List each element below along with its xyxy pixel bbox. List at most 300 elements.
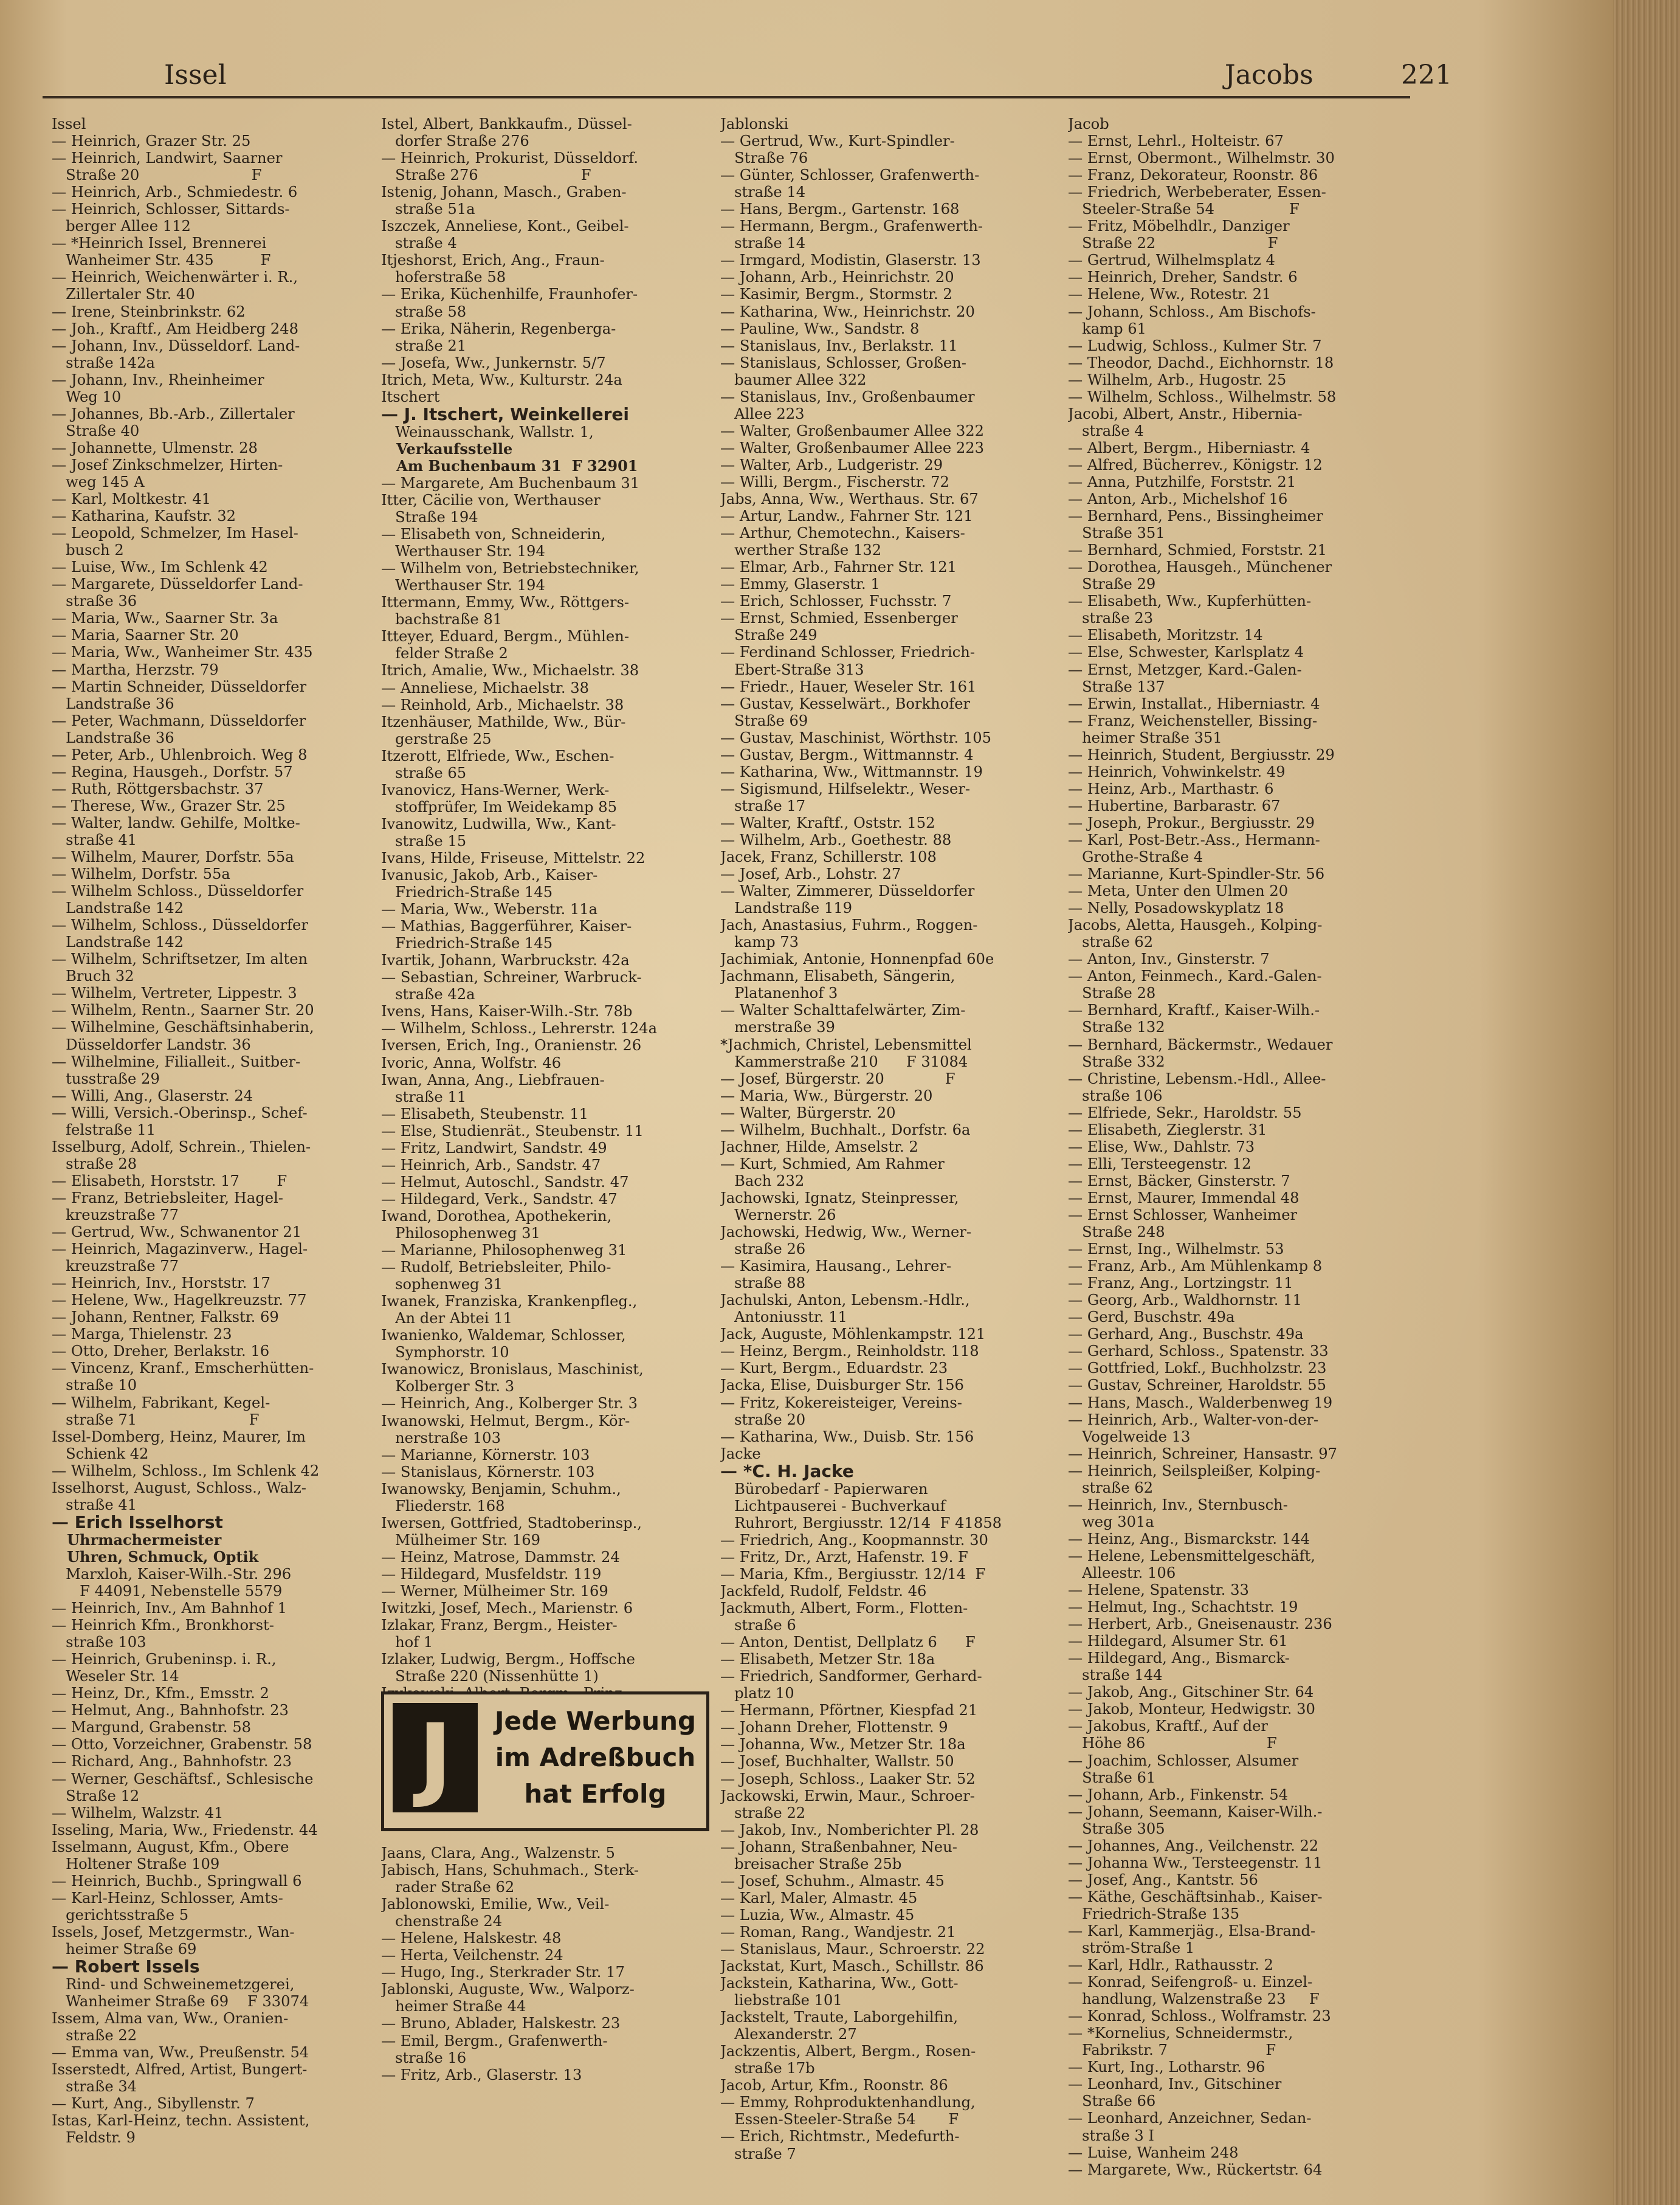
directory-entry-line: — Heinrich, Prokurist, Düsseldorf. <box>381 150 639 167</box>
directory-entry-line: merstraße 39 <box>720 1019 835 1036</box>
directory-entry-line: — Elisabeth, Ww., Kupferhütten- <box>1068 593 1312 610</box>
directory-entry-line: — Helmut, Ang., Bahnhofstr. 23 <box>52 1702 289 1719</box>
directory-entry-line: Ivanusic, Jakob, Arb., Kaiser- <box>381 867 598 884</box>
directory-entry-line: Iwanienko, Waldemar, Schlosser, <box>381 1327 626 1344</box>
directory-entry-line: — Theodor, Dachd., Eichhornstr. 18 <box>1068 354 1334 371</box>
directory-entry-line: — Johann, Inv., Düsseldorf. Land- <box>52 337 300 354</box>
directory-entry-line: Jablonski <box>720 115 789 132</box>
directory-entry-line: Jachmann, Elisabeth, Sängerin, <box>720 968 955 985</box>
directory-entry-line: Jackstein, Katharina, Ww., Gott- <box>720 1975 959 1992</box>
directory-entry-line: nerstraße 103 <box>381 1429 501 1446</box>
directory-entry-line: — Peter, Wachmann, Düsseldorfer <box>52 712 306 729</box>
directory-entry-line: — Stanislaus, Schlosser, Großen- <box>720 354 966 371</box>
directory-entry-line: — Heinrich, Buchb., Springwall 6 <box>52 1872 302 1890</box>
directory-entry-line: Jacka, Elise, Duisburger Str. 156 <box>720 1377 964 1394</box>
directory-entry-line: bachstraße 81 <box>381 611 503 628</box>
directory-entry-line: — Katharina, Ww., Heinrichstr. 20 <box>720 303 975 320</box>
directory-entry-line: — Rudolf, Betriebsleiter, Philo- <box>381 1259 611 1276</box>
directory-entry-line: Ittermann, Emmy, Ww., Röttgers- <box>381 594 630 611</box>
directory-entry-line: — Hans, Bergm., Gartenstr. 168 <box>720 201 960 218</box>
directory-entry-line: — Hildegard, Verk., Sandstr. 47 <box>381 1190 618 1208</box>
directory-entry-line: — Elise, Ww., Dahlstr. 73 <box>1068 1138 1255 1155</box>
directory-entry-line: straße 34 <box>52 2078 137 2096</box>
directory-entry-line: — Anton, Dentist, Dellplatz 6 F <box>720 1634 976 1651</box>
directory-entry-line: Jackmuth, Albert, Form., Flotten- <box>720 1600 968 1617</box>
directory-entry-line: Straße 332 <box>1068 1053 1165 1070</box>
directory-entry-line: — Ernst, Lehrl., Holteistr. 67 <box>1068 132 1284 150</box>
header-right-keyword: Jacobs <box>1225 60 1313 91</box>
directory-entry-line: — Franz, Dekorateur, Roonstr. 86 <box>1068 167 1318 184</box>
directory-entry-line: — Emmy, Rohproduktenhandlung, <box>720 2094 976 2111</box>
directory-entry-line: liebstraße 101 <box>720 1992 842 2009</box>
directory-entry-line: straße 22 <box>720 1804 806 1821</box>
directory-entry-line: Straße 28 <box>1068 985 1156 1002</box>
ad-slogan <box>491 1703 700 1818</box>
directory-entry-line: — Kurt, Ang., Sibyllenstr. 7 <box>52 2095 255 2113</box>
directory-entry-line: — Hugo, Ing., Sterkrader Str. 17 <box>381 1964 625 1981</box>
directory-entry-line: — Wilhelm, Schriftsetzer, Im alten <box>52 951 308 968</box>
directory-entry-line: — Bernhard, Bäckermstr., Wedauer <box>1068 1036 1333 1053</box>
directory-entry-line: — Regina, Hausgeh., Dorfstr. 57 <box>52 763 293 780</box>
book-page-edge <box>1613 0 1680 2205</box>
directory-entry-line: — Luzia, Ww., Almastr. 45 <box>720 1906 915 1924</box>
directory-entry-line: — Walter, landw. Gehilfe, Moltke- <box>52 814 300 831</box>
directory-entry-line: straße 142a <box>52 354 155 371</box>
directory-entry-line: — Karl, Kammerjäg., Elsa-Brand- <box>1068 1922 1316 1939</box>
directory-entry-line: straße 20 <box>720 1411 806 1428</box>
ad-letter-logo: J <box>393 1703 478 1812</box>
directory-entry-line: straße 4 <box>381 235 457 252</box>
directory-entry-line: Vogelweide 13 <box>1068 1428 1191 1445</box>
directory-entry-line: Straße 220 (Nissenhütte 1) <box>381 1668 599 1685</box>
directory-entry-line: — Konrad, Seifengroß- u. Einzel- <box>1068 1973 1313 1991</box>
directory-entry-line: kamp 73 <box>720 934 799 951</box>
directory-entry-line: Istas, Karl-Heinz, techn. Assistent, <box>52 2112 310 2130</box>
directory-entry-line: — Arthur, Chemotechn., Kaisers- <box>720 525 965 542</box>
directory-entry-line: Landstraße 142 <box>52 934 184 951</box>
directory-entry-line: felstraße 11 <box>52 1121 156 1138</box>
directory-entry-line: — Therese, Ww., Grazer Str. 25 <box>52 797 286 814</box>
directory-entry-line: — Leopold, Schmelzer, Im Hasel- <box>52 525 298 542</box>
directory-entry-line: straße 71 F <box>52 1411 260 1428</box>
directory-entry-line: Itteyer, Eduard, Bergm., Mühlen- <box>381 628 629 645</box>
directory-entry-line: — Wilhelm, Walzstr. 41 <box>52 1804 224 1821</box>
directory-entry-line: — Heinz, Dr., Kfm., Emsstr. 2 <box>52 1685 269 1702</box>
directory-entry-line: — Gustav, Kesselwärt., Borkhofer <box>720 695 971 712</box>
directory-entry-line: Essen-Steeler-Straße 54 F <box>720 2111 959 2128</box>
directory-entry-line: felder Straße 2 <box>381 645 508 662</box>
directory-entry-line: — Erwin, Installat., Hiberniastr. 4 <box>1068 695 1320 712</box>
directory-entry-line: Straße 249 <box>720 627 818 644</box>
directory-entry-line: Ruhrort, Bergiusstr. 12/14 F 41858 <box>720 1514 1002 1532</box>
directory-entry-line: Ivanowitz, Ludwilla, Ww., Kant- <box>381 815 616 833</box>
directory-entry-line: Wernerstr. 26 <box>720 1206 836 1223</box>
directory-entry-line: Weg 10 <box>52 388 122 405</box>
directory-entry-line: Izlaker, Ludwig, Bergm., Hoffsche <box>381 1651 635 1668</box>
directory-entry-line: — Gustav, Maschinist, Wörthstr. 105 <box>720 729 992 746</box>
directory-entry-line: F 44091, Nebenstelle 5579 <box>52 1582 283 1600</box>
directory-entry-line: *Jachmich, Christel, Lebensmittel <box>720 1036 972 1053</box>
directory-entry-line: berger Allee 112 <box>52 218 191 235</box>
column-2 <box>381 115 706 1719</box>
directory-entry-line: — Josef, Schuhm., Almastr. 45 <box>720 1872 945 1890</box>
directory-entry-line: — Erika, Näherin, Regenberga- <box>381 320 616 337</box>
directory-entry-line: straße 41 <box>52 831 137 848</box>
directory-entry-line: — Sebastian, Schreiner, Warbruck- <box>381 969 642 986</box>
directory-entry-line: — Anneliese, Michaelstr. 38 <box>381 679 589 697</box>
directory-entry-line: straße 4 <box>1068 422 1144 439</box>
directory-entry-line: straße 6 <box>720 1617 796 1634</box>
directory-entry-line: — Katharina, Ww., Wittmannstr. 19 <box>720 763 983 780</box>
directory-entry-line: — Gerhard, Schloss., Spatenstr. 33 <box>1068 1343 1329 1360</box>
directory-entry-line: — Anton, Inv., Ginsterstr. 7 <box>1068 951 1270 968</box>
directory-entry-line: Jachowski, Ignatz, Steinpresser, <box>720 1189 959 1206</box>
directory-entry-line: — Kasimira, Hausang., Lehrer- <box>720 1257 952 1275</box>
directory-entry-line: Jackzentis, Albert, Bergm., Rosen- <box>720 2043 976 2060</box>
directory-entry-line: — Sigismund, Hilfselektr., Weser- <box>720 780 971 797</box>
directory-entry-line: — Margarete, Am Buchenbaum 31 <box>381 474 640 492</box>
directory-entry-line: Itzerott, Elfriede, Ww., Eschen- <box>381 747 615 765</box>
directory-entry-line: — Margarete, Düsseldorfer Land- <box>52 576 303 593</box>
directory-entry-line: Jach, Anastasius, Fuhrm., Roggen- <box>720 917 978 934</box>
directory-entry-line: Landstraße 119 <box>720 900 853 917</box>
directory-entry-line: Itzenhäuser, Mathilde, Ww., Bür- <box>381 713 626 731</box>
directory-entry-line: Am Buchenbaum 31 F 32901 <box>381 456 638 475</box>
directory-entry-line: — Günter, Schlosser, Grafenwerth- <box>720 167 980 184</box>
directory-entry-line: — Irene, Steinbrinkstr. 62 <box>52 303 246 320</box>
directory-entry-line: — Maria, Ww., Wanheimer Str. 435 <box>52 644 313 661</box>
directory-entry-line: Platanenhof 3 <box>720 985 838 1002</box>
directory-entry-line: Iwand, Dorothea, Apothekerin, <box>381 1207 612 1225</box>
directory-entry-line: handlung, Walzenstraße 23 F <box>1068 1990 1320 2008</box>
directory-entry-line: — Hermann, Pförtner, Kiespfad 21 <box>720 1702 978 1719</box>
directory-entry-line: — Josef, Ang., Kantstr. 56 <box>1068 1871 1258 1888</box>
directory-entry-line: Straße 351 <box>1068 525 1165 542</box>
directory-entry-line: Weinausschank, Wallstr. 1, <box>381 423 594 441</box>
directory-entry-line: straße 58 <box>381 303 467 320</box>
directory-entry-line: Straße 76 <box>720 150 808 167</box>
directory-entry-line: — Jakobus, Kraftf., Auf der <box>1068 1718 1268 1735</box>
directory-entry-line: — Werner, Geschäftsf., Schlesische <box>52 1770 314 1787</box>
directory-entry-line: straße 103 <box>52 1634 146 1651</box>
directory-entry-line: — Helene, Ww., Rotestr. 21 <box>1068 286 1272 303</box>
directory-entry-line: — Else, Schwester, Karlsplatz 4 <box>1068 644 1304 661</box>
directory-entry-line: — Heinz, Matrose, Dammstr. 24 <box>381 1548 620 1566</box>
directory-entry-line: Issels, Josef, Metzgermstr., Wan- <box>52 1923 295 1941</box>
directory-entry-line: — Stanislaus, Inv., Großenbaumer <box>720 388 975 405</box>
directory-entry-line: — Kurt, Ing., Lotharstr. 96 <box>1068 2059 1265 2076</box>
directory-entry-line: — Helene, Lebensmittelgeschäft, <box>1068 1547 1316 1564</box>
directory-entry-line: Jacobs, Aletta, Hausgeh., Kolping- <box>1068 917 1323 934</box>
directory-entry-line: Landstraße 36 <box>52 695 174 712</box>
directory-entry-line: — Marianne, Kurt-Spindler-Str. 56 <box>1068 865 1325 883</box>
directory-entry-line: — Franz, Arb., Am Mühlenkamp 8 <box>1068 1257 1323 1275</box>
directory-entry-line: — Elmar, Arb., Fahrner Str. 121 <box>720 559 957 576</box>
directory-entry-line: Iwanek, Franziska, Krankenpfleg., <box>381 1293 638 1310</box>
directory-entry-line: — Walter, Kraftf., Oststr. 152 <box>720 814 935 831</box>
directory-entry-line: — Josef Zinkschmelzer, Hirten- <box>52 456 283 473</box>
directory-entry-line: — Erika, Küchenhilfe, Fraunhofer- <box>381 286 638 303</box>
directory-entry-line: — Heinrich, Student, Bergiusstr. 29 <box>1068 746 1335 763</box>
directory-entry-line: Symphorstr. 10 <box>381 1344 509 1361</box>
directory-entry-line: Jacobi, Albert, Anstr., Hibernia- <box>1068 405 1303 422</box>
directory-entry-line: Issel <box>52 115 86 132</box>
directory-entry-line: Friedrich-Straße 145 <box>381 935 553 952</box>
directory-entry-line: Jacek, Franz, Schillerstr. 108 <box>720 848 937 866</box>
directory-entry-line: Weseler Str. 14 <box>52 1668 179 1685</box>
directory-entry-line: — Albert, Bergm., Hiberniastr. 4 <box>1068 439 1310 456</box>
directory-entry-line: — Gottfried, Lokf., Buchholzstr. 23 <box>1068 1360 1327 1377</box>
directory-entry-line: Ivanovicz, Hans-Werner, Werk- <box>381 781 610 799</box>
directory-entry-line: Straße 276 F <box>381 167 591 184</box>
directory-entry-line: — Elisabeth, Moritzstr. 14 <box>1068 627 1263 644</box>
directory-entry-line: — Stanislaus, Maur., Schroerstr. 22 <box>720 1940 985 1958</box>
directory-entry-line: — Franz, Ang., Lortzingstr. 11 <box>1068 1274 1293 1292</box>
directory-entry-line: — *C. H. Jacke <box>720 1460 854 1481</box>
directory-entry-line: — Hildegard, Ang., Bismarck- <box>1068 1649 1290 1667</box>
directory-entry-line: — Gustav, Bergm., Wittmannstr. 4 <box>720 746 974 763</box>
directory-entry-line: — Wilhelm Schloss., Düsseldorfer <box>52 882 304 900</box>
directory-entry-line: Wanheimer Str. 435 F <box>52 252 271 269</box>
directory-entry-line: — Josefa, Ww., Junkernstr. 5/7 <box>381 354 606 371</box>
directory-entry-line: Straße 305 <box>1068 1820 1165 1837</box>
directory-entry-line: — Friedrich, Sandformer, Gerhard- <box>720 1668 982 1685</box>
directory-entry-line: — Helene, Spatenstr. 33 <box>1068 1581 1249 1599</box>
directory-entry-line: Straße 194 <box>381 509 478 526</box>
directory-entry-line: straße 28 <box>52 1155 137 1172</box>
directory-entry-line: — Heinrich, Weichenwärter i. R., <box>52 269 298 286</box>
directory-entry-line: straße 22 <box>52 2027 137 2045</box>
directory-entry-line: Iszczek, Anneliese, Kont., Geibel- <box>381 218 629 235</box>
directory-entry-line: — Konrad, Schloss., Wolframstr. 23 <box>1068 2007 1331 2025</box>
directory-entry-line: — Peter, Arb., Uhlenbroich. Weg 8 <box>52 746 308 763</box>
directory-entry-line: — Wilhelm, Schloss., Lehrerstr. 124a <box>381 1020 657 1037</box>
directory-entry-line: — Josef, Arb., Lohstr. 27 <box>720 865 901 883</box>
directory-entry-line: — Elli, Tersteegenstr. 12 <box>1068 1155 1251 1172</box>
directory-entry-line: Landstraße 36 <box>52 729 174 746</box>
directory-entry-line: — Johanna, Ww., Metzer Str. 18a <box>720 1736 966 1753</box>
directory-entry-line: straße 16 <box>381 2049 467 2066</box>
directory-entry-line: — Johann, Rentner, Falkstr. 69 <box>52 1309 279 1326</box>
directory-entry-line: — Luise, Wanheim 248 <box>1068 2144 1239 2161</box>
directory-entry-line: Isselburg, Adolf, Schrein., Thielen- <box>52 1138 311 1155</box>
directory-entry-line: — Käthe, Geschäftsinhab., Kaiser- <box>1068 1888 1323 1905</box>
directory-entry-line: — Heinrich, Grazer Str. 25 <box>52 132 251 150</box>
directory-entry-line: — Johanna Ww., Tersteegenstr. 11 <box>1068 1854 1323 1871</box>
directory-entry-line: Bürobedarf - Papierwaren <box>720 1480 928 1498</box>
directory-entry-line: Straße 61 <box>1068 1769 1156 1786</box>
directory-entry-line: Itschert <box>381 388 440 405</box>
directory-entry-line: Jackstat, Kurt, Masch., Schillstr. 86 <box>720 1958 984 1975</box>
directory-entry-line: Itter, Cäcilie von, Werthauser <box>381 491 601 509</box>
directory-entry-line: — Irmgard, Modistin, Glaserstr. 13 <box>720 252 981 269</box>
directory-entry-line: — Maria, Saarner Str. 20 <box>52 627 239 644</box>
directory-entry-line: Kammerstraße 210 F 31084 <box>720 1053 968 1070</box>
directory-entry-line: — Erich, Richtmstr., Medefurth- <box>720 2128 960 2145</box>
directory-entry-line: — Helene, Halskestr. 48 <box>381 1930 562 1947</box>
directory-entry-line: — Marianne, Körnerstr. 103 <box>381 1446 590 1464</box>
directory-entry-line: Straße 22 F <box>1068 235 1278 252</box>
directory-entry-line: Friedrich-Straße 145 <box>381 884 553 901</box>
directory-entry-line: platz 10 <box>720 1685 794 1702</box>
directory-entry-line: Jachowski, Hedwig, Ww., Werner- <box>720 1223 972 1241</box>
directory-entry-line: straße 15 <box>381 832 467 850</box>
directory-entry-line: — Gertrud, Ww., Kurt-Spindler- <box>720 132 955 150</box>
directory-entry-line: — Friedr., Hauer, Weseler Str. 161 <box>720 678 977 695</box>
directory-entry-line: — Heinrich, Schlosser, Sittards- <box>52 201 290 218</box>
directory-entry-line: Jaans, Clara, Ang., Walzenstr. 5 <box>381 1845 615 1862</box>
directory-entry-line: Jacob, Artur, Kfm., Roonstr. 86 <box>720 2077 948 2094</box>
directory-entry-line: Iwanowicz, Bronislaus, Maschinist, <box>381 1361 644 1378</box>
directory-entry-line: — Wilhelm, Dorfstr. 55a <box>52 865 230 883</box>
directory-entry-line: — Jakob, Ang., Gitschiner Str. 64 <box>1068 1684 1314 1701</box>
directory-entry-line: — Heinrich, Arb., Sandstr. 47 <box>381 1156 601 1174</box>
directory-entry-line: — Heinz, Bergm., Reinholdstr. 118 <box>720 1343 979 1360</box>
directory-entry-line: — Wilhelm, Rentn., Saarner Str. 20 <box>52 1002 314 1019</box>
directory-entry-line: straße 21 <box>381 337 467 354</box>
directory-entry-line: — Ernst, Ing., Wilhelmstr. 53 <box>1068 1240 1284 1258</box>
directory-entry-line: — Heinz, Ang., Bismarckstr. 144 <box>1068 1530 1310 1547</box>
directory-entry-line: — Maria, Ww., Saarner Str. 3a <box>52 610 278 627</box>
directory-entry-line: — Bernhard, Kraftf., Kaiser-Wilh.- <box>1068 1002 1320 1019</box>
directory-entry-line: — Otto, Vorzeichner, Grabenstr. 58 <box>52 1736 312 1753</box>
directory-entry-line: Iwersen, Gottfried, Stadtoberinsp., <box>381 1514 642 1532</box>
directory-entry-line: — Georg, Arb., Waldhornstr. 11 <box>1068 1292 1302 1309</box>
directory-entry-line: — Luise, Ww., Im Schlenk 42 <box>52 559 268 576</box>
directory-entry-line: Straße 29 <box>1068 576 1156 593</box>
directory-entry-line: — Walter, Großenbaumer Allee 223 <box>720 439 985 456</box>
directory-entry-line: Ivans, Hilde, Friseuse, Mittelstr. 22 <box>381 849 645 867</box>
directory-entry-line: — Heinrich, Inv., Sternbusch- <box>1068 1496 1288 1513</box>
directory-entry-line: — Fritz, Möbelhdlr., Danziger <box>1068 218 1290 235</box>
directory-entry-line: — Walter, Großenbaumer Allee 322 <box>720 422 985 439</box>
directory-entry-line: Landstraße 142 <box>52 900 184 917</box>
directory-entry-line: — Elisabeth von, Schneiderin, <box>381 526 606 543</box>
directory-entry-line: werther Straße 132 <box>720 542 882 559</box>
directory-entry-line: Jackstelt, Traute, Laborgehilfin, <box>720 2009 959 2026</box>
directory-entry-line: Mülheimer Str. 169 <box>381 1531 541 1549</box>
directory-entry-line: Jachimiak, Antonie, Honnenpfad 60e <box>720 951 994 968</box>
directory-entry-line: — Johann Dreher, Flottenstr. 9 <box>720 1719 948 1736</box>
directory-entry-line: Isselhorst, August, Schloss., Walz- <box>52 1479 306 1496</box>
directory-entry-line: — Gustav, Schreiner, Haroldstr. 55 <box>1068 1377 1327 1394</box>
directory-entry-line: straße 88 <box>720 1274 806 1292</box>
directory-entry-line: Steeler-Straße 54 F <box>1068 201 1300 218</box>
directory-entry-line: — Johann, Inv., Rheinheimer <box>52 371 264 388</box>
directory-entry-line: — Elisabeth, Horststr. 17 F <box>52 1172 287 1189</box>
directory-entry-line: — Ernst, Bäcker, Ginsterstr. 7 <box>1068 1172 1290 1189</box>
directory-entry-line: — Bernhard, Pens., Bissingheimer <box>1068 507 1323 525</box>
header-left-keyword: Issel <box>164 60 227 91</box>
directory-entry-line: — Mathias, Baggerführer, Kaiser- <box>381 918 632 935</box>
directory-entry-line: — Elisabeth, Metzer Str. 18a <box>720 1651 935 1668</box>
directory-entry-line: Zillertaler Str. 40 <box>52 286 195 303</box>
directory-entry-line: — Willi, Versich.-Oberinsp., Schef- <box>52 1104 308 1121</box>
directory-entry-line: tusstraße 29 <box>52 1070 160 1087</box>
directory-entry-line: Werthauser Str. 194 <box>381 543 545 560</box>
directory-entry-line: — Josef, Buchhalter, Wallstr. 50 <box>720 1753 954 1770</box>
directory-entry-line: — Stanislaus, Inv., Berlakstr. 11 <box>720 337 958 354</box>
directory-entry-line: Fabrikstr. 7 F <box>1068 2042 1276 2059</box>
directory-entry-line: — Karl-Heinz, Schlosser, Amts- <box>52 1889 283 1907</box>
directory-entry-line: — Maria, Kfm., Bergiusstr. 12/14 F <box>720 1565 986 1583</box>
directory-entry-line: kreuzstraße 77 <box>52 1206 179 1223</box>
directory-entry-line: — Johannes, Bb.-Arb., Zillertaler <box>52 405 295 422</box>
directory-entry-line: Jablonski, Auguste, Ww., Walporz- <box>381 1981 635 1998</box>
ad-line-1: Jede Werbung <box>494 1706 697 1736</box>
directory-entry-line: hoferstraße 58 <box>381 269 506 286</box>
directory-entry-line: Uhren, Schmuck, Optik <box>52 1547 259 1566</box>
directory-entry-line: — Kurt, Schmied, Am Rahmer <box>720 1155 945 1172</box>
directory-entry-line: — Wilhelm, Schloss., Düsseldorfer <box>52 917 308 934</box>
directory-entry-line: — Fritz, Kokereisteiger, Vereins- <box>720 1394 962 1411</box>
directory-entry-line: Jackfeld, Rudolf, Feldstr. 46 <box>720 1582 927 1600</box>
directory-entry-line: — Wilhelm, Vertreter, Lippestr. 3 <box>52 985 297 1002</box>
directory-entry-line: — Fritz, Arb., Glaserstr. 13 <box>381 2066 582 2083</box>
directory-entry-line: Jacob <box>1068 115 1109 132</box>
directory-entry-line: — Wilhelm, Buchhalt., Dorfstr. 6a <box>720 1121 971 1138</box>
directory-entry-line: breisacher Straße 25b <box>720 1855 902 1873</box>
directory-entry-line: straße 23 <box>1068 610 1154 627</box>
directory-entry-line: Grothe-Straße 4 <box>1068 848 1203 866</box>
directory-entry-line: An der Abtei 11 <box>381 1310 513 1327</box>
directory-entry-line: Straße 12 <box>52 1787 140 1804</box>
directory-entry-line: — Wilhelm, Arb., Hugostr. 25 <box>1068 371 1287 388</box>
directory-entry-line: Holtener Straße 109 <box>52 1855 220 1873</box>
directory-entry-line: — Wilhelm, Fabrikant, Kegel- <box>52 1394 270 1411</box>
directory-entry-line: Jabisch, Hans, Schuhmach., Sterk- <box>381 1862 639 1879</box>
directory-entry-line: — *Kornelius, Schneidermstr., <box>1068 2024 1293 2042</box>
directory-entry-line: Höhe 86 F <box>1068 1735 1277 1752</box>
directory-entry-line: — Reinhold, Arb., Michaelstr. 38 <box>381 696 624 714</box>
directory-entry-line: — Leonhard, Anzeichner, Sedan- <box>1068 2110 1312 2127</box>
directory-entry-line: Antoniusstr. 11 <box>720 1309 847 1326</box>
directory-entry-line: Straße 20 F <box>52 167 262 184</box>
directory-entry-line: — J. Itschert, Weinkellerei <box>381 404 629 424</box>
directory-entry-line: straße 10 <box>52 1377 137 1394</box>
directory-entry-line: Iwanowski, Helmut, Bergm., Kör- <box>381 1412 630 1429</box>
directory-entry-line: Itrich, Meta, Ww., Kulturstr. 24a <box>381 371 622 388</box>
directory-entry-line: — *Heinrich Issel, Brennerei <box>52 235 267 252</box>
directory-entry-line: baumer Allee 322 <box>720 371 867 388</box>
directory-entry-line: — Johann, Arb., Finkenstr. 54 <box>1068 1786 1289 1803</box>
directory-entry-line: Feldstr. 9 <box>52 2129 136 2147</box>
directory-entry-line: — Martha, Herzstr. 79 <box>52 661 219 678</box>
directory-entry-line: — Herbert, Arb., Gneisenaustr. 236 <box>1068 1615 1332 1633</box>
directory-entry-line: — Franz, Betriebsleiter, Hagel- <box>52 1189 283 1206</box>
directory-entry-line: — Emma van, Ww., Preußenstr. 54 <box>52 2044 309 2062</box>
directory-entry-line: — Helene, Ww., Hagelkreuzstr. 77 <box>52 1292 307 1309</box>
directory-entry-line: — Gertrud, Wilhelmsplatz 4 <box>1068 252 1275 269</box>
directory-entry-line: — Leonhard, Inv., Gitschiner <box>1068 2076 1282 2093</box>
directory-entry-line: straße 62 <box>1068 1479 1154 1496</box>
directory-entry-line: — Ernst Schlosser, Wanheimer <box>1068 1206 1298 1223</box>
directory-entry-line: — Heinrich, Arb., Walter-von-der- <box>1068 1411 1319 1428</box>
directory-entry-line: — Wilhelmine, Filialleit., Suitber- <box>52 1053 301 1070</box>
directory-entry-line: — Heinrich, Ang., Kolberger Str. 3 <box>381 1395 638 1412</box>
page-header <box>43 53 1452 98</box>
directory-entry-line: — Heinrich, Landwirt, Saarner <box>52 150 283 167</box>
directory-entry-line: Alexanderstr. 27 <box>720 2026 857 2043</box>
column-1 <box>52 115 377 2146</box>
directory-entry-line: kamp 61 <box>1068 320 1147 337</box>
directory-entry-line: — Gerhard, Ang., Buschstr. 49a <box>1068 1326 1304 1343</box>
directory-entry-line: straße 144 <box>1068 1667 1163 1684</box>
directory-entry-line: — Hermann, Bergm., Grafenwerth- <box>720 218 983 235</box>
directory-entry-line: Straße 69 <box>720 712 808 729</box>
directory-entry-line: Isserstedt, Alfred, Artist, Bungert- <box>52 2061 308 2079</box>
directory-entry-line: Issem, Alma van, Ww., Oranien- <box>52 2010 289 2028</box>
